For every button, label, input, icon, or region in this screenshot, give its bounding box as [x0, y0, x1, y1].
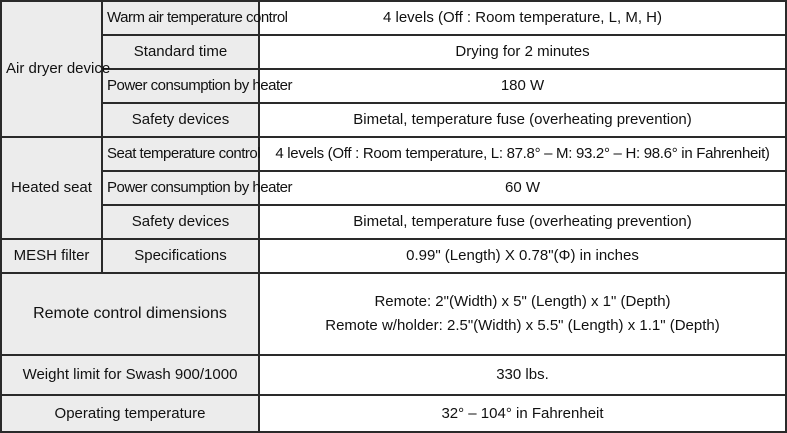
- remote-dimensions-value: [259, 273, 786, 355]
- table-row: [1, 1, 786, 35]
- seat-safety-value: Bimetal, temperature fuse (overheating prevention): [259, 205, 786, 239]
- table-row: [1, 205, 786, 239]
- mesh-spec-label: Specifications: [102, 239, 259, 273]
- table-row: [1, 395, 786, 432]
- seat-power-label: Power consumption by heater: [102, 171, 259, 205]
- seat-power-value: 60 W: [259, 171, 786, 205]
- table-row: [1, 103, 786, 137]
- seat-temp-value: 4 levels (Off : Room temperature, L: 87.8° – M: 93.2° – H: 98.6° in Fahrenheit): [259, 137, 786, 171]
- remote-dimensions-label: Remote control dimensions: [1, 273, 259, 355]
- dryer-safety-value: Bimetal, temperature fuse (overheating prevention): [259, 103, 786, 137]
- mesh-spec-value: 0.99" (Length) X 0.78"(Φ) in inches: [259, 239, 786, 273]
- table-row: [1, 239, 786, 273]
- table-row: [1, 355, 786, 395]
- dryer-safety-label: Safety devices: [102, 103, 259, 137]
- operating-temp-label: Operating temperature: [1, 395, 259, 432]
- heated-seat-group-label: Heated seat: [1, 137, 102, 239]
- remote-dimension-line: Remote: 2"(Width) x 5" (Length) x 1" (Depth): [374, 293, 671, 310]
- table-row: [1, 137, 786, 171]
- warm-air-temp-value: 4 levels (Off : Room temperature, L, M, H): [259, 1, 786, 35]
- air-dryer-group-label: Air dryer device: [1, 1, 102, 137]
- table-row: [1, 35, 786, 69]
- remote-holder-dimension-line: Remote w/holder: 2.5"(Width) x 5.5" (Length) x 1.1" (Depth): [325, 317, 720, 334]
- table-row: [1, 273, 786, 355]
- standard-time-label: Standard time: [102, 35, 259, 69]
- standard-time-value: Drying for 2 minutes: [259, 35, 786, 69]
- seat-temp-label: Seat temperature control: [102, 137, 259, 171]
- dryer-power-value: 180 W: [259, 69, 786, 103]
- weight-limit-label: Weight limit for Swash 900/1000: [1, 355, 259, 395]
- seat-safety-label: Safety devices: [102, 205, 259, 239]
- mesh-filter-group-label: MESH filter: [1, 239, 102, 273]
- table-row: [1, 171, 786, 205]
- operating-temp-value: 32° – 104° in Fahrenheit: [259, 395, 786, 432]
- table-row: [1, 69, 786, 103]
- dryer-power-label: Power consumption by heater: [102, 69, 259, 103]
- weight-limit-value: 330 lbs.: [259, 355, 786, 395]
- warm-air-temp-label: Warm air temperature control: [102, 1, 259, 35]
